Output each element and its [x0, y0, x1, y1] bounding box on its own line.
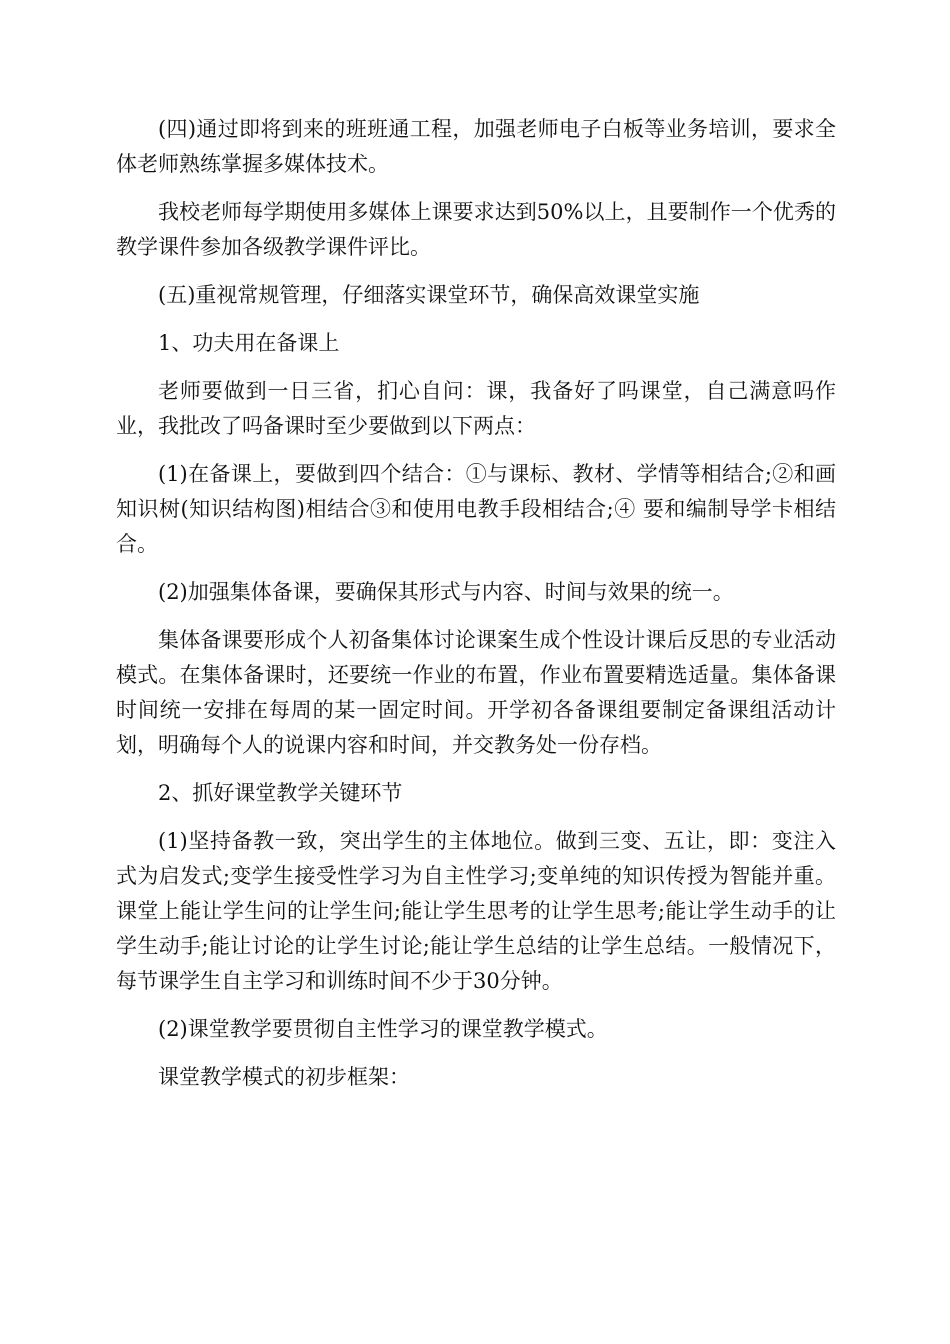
section-heading: (五)重视常规管理，仔细落实课堂环节，确保高效课堂实施	[158, 283, 700, 307]
document-body	[116, 112, 836, 1108]
paragraph: (2)课堂教学要贯彻自主性学习的课堂教学模式。	[158, 1017, 608, 1041]
paragraph: (2)加强集体备课，要确保其形式与内容、时间与效果的统一。	[158, 580, 734, 604]
paragraph: 集体备课要形成个人初备集体讨论课案生成个性设计课后反思的专业活动模式。在集体备课时，还要统一作业的布置，作业布置要精选适量。集体备课时间统一安排在每周的某一固定时间。开学初各备课组要制定备课组活动计划，明确每个人的说课内容和时间，并交教务处一份存档。	[116, 628, 836, 757]
paragraph: 课堂教学模式的初步框架：	[158, 1065, 410, 1089]
paragraph: (1)在备课上，要做到四个结合：①与课标、教材、学情等相结合;②和画知识树(知识结构图)相结合③和使用电教手段相结合;④ 要和编制导学卡相结合。	[116, 462, 836, 556]
paragraph: 我校老师每学期使用多媒体上课要求达到50%以上，且要制作一个优秀的教学课件参加各级教学课件评比。	[116, 200, 836, 259]
subsection-heading: 1、功夫用在备课上	[158, 331, 340, 355]
paragraph: (1)坚持备教一致，突出学生的主体地位。做到三变、五让，即：变注入式为启发式;变学生接受性学习为自主性学习;变单纯的知识传授为智能并重。课堂上能让学生问的让学生问;能让学生思考的让学生思考;能让学生动手的让学生动手;能让讨论的让学生讨论;能让学生总结的让学生总结。一般情况下，每节课学生自主学习和训练时间不少于30分钟。	[116, 829, 836, 993]
subsection-heading: 2、抓好课堂教学关键环节	[158, 781, 403, 805]
paragraph: 老师要做到一日三省，扪心自问：课，我备好了吗课堂，自己满意吗作业，我批改了吗备课时至少要做到以下两点：	[116, 379, 836, 438]
paragraph: (四)通过即将到来的班班通工程，加强老师电子白板等业务培训，要求全体老师熟练掌握多媒体技术。	[116, 117, 836, 176]
